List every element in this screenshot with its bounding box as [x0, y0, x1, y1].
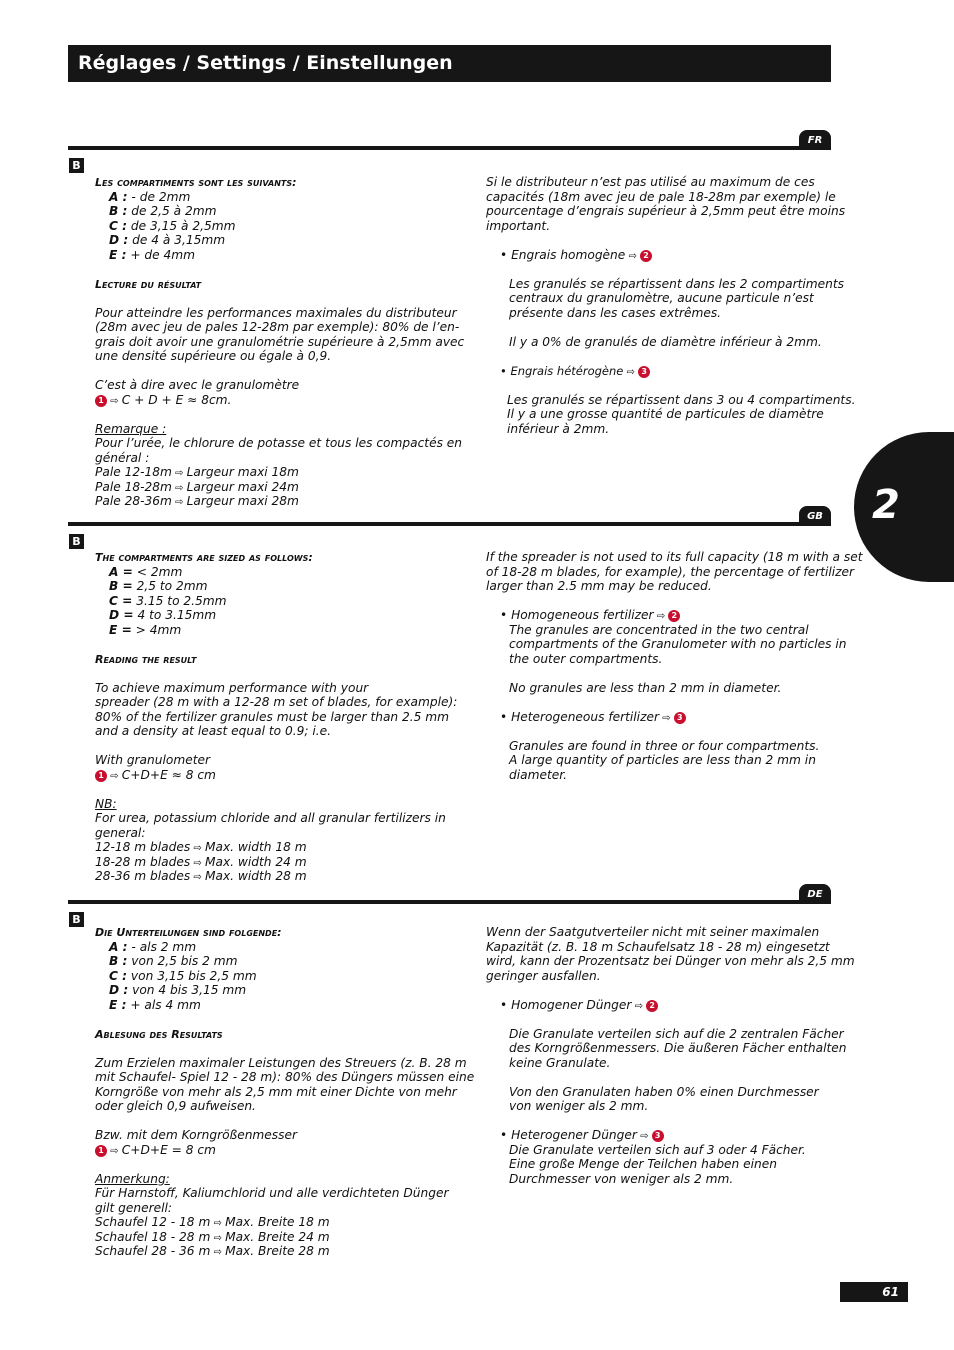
size-range: von 4 bis 3,15 mm: [128, 983, 247, 997]
paragraph-text: Von den Granulaten haben 0% einen Durchmesser: [509, 1084, 819, 1099]
text-line: [486, 1099, 855, 1114]
size-key: C =: [109, 593, 133, 608]
text-line: [95, 666, 457, 681]
size-range: - de 2mm: [127, 189, 191, 204]
text-line: [95, 768, 457, 783]
size-key: A :: [109, 939, 128, 954]
text-line: [486, 652, 863, 667]
text-line: [95, 782, 457, 797]
text-line: [486, 1143, 855, 1158]
arrow-icon: ⇨: [107, 395, 122, 407]
blade-set: 12-18 m blades: [95, 840, 191, 854]
paragraph-text: the outer compartments.: [509, 651, 663, 666]
text-line: [95, 681, 457, 696]
size-key: B =: [109, 579, 133, 593]
granulometer-sum: C+D+E = 8 cm: [121, 1142, 216, 1157]
size-key: D :: [109, 233, 129, 247]
paragraph-text: To achieve maximum performance with your: [95, 680, 369, 695]
size-key: B :: [109, 954, 128, 968]
size-range: > 4mm: [131, 622, 182, 637]
paragraph-text: Die Granulate verteilen sich auf die 2 zentralen Fächer: [509, 1026, 844, 1041]
size-key: D :: [109, 983, 129, 997]
size-range: 4 to 3.15mm: [133, 608, 217, 622]
text-line: [486, 407, 855, 422]
size-range: von 2,5 bis 2 mm: [127, 954, 238, 968]
text-line: [95, 1027, 474, 1042]
paragraph-text: geringer ausfallen.: [486, 968, 601, 983]
text-line: [486, 349, 855, 364]
text-line: [95, 594, 457, 609]
de-right-column: [486, 925, 855, 1186]
arrow-icon: ⇨: [107, 1145, 122, 1157]
paragraph-text: With granulometer: [95, 753, 210, 767]
text-line: [486, 1128, 855, 1143]
text-line: [95, 954, 474, 969]
text-line: [95, 753, 457, 768]
paragraph-text: Korngröße von mehr als 2,5 mm mit einer Dichte von mehr: [95, 1084, 457, 1099]
text-line: [486, 1012, 855, 1027]
max-width: Largeur maxi 18m: [186, 465, 299, 479]
text-line: [95, 1128, 474, 1143]
paragraph-text: général :: [95, 450, 150, 465]
text-line: [486, 637, 863, 652]
text-line: [95, 623, 457, 638]
text-line: [486, 695, 863, 710]
text-line: [486, 1157, 855, 1172]
text-line: [95, 233, 464, 248]
text-line: [95, 335, 464, 350]
paragraph-text: A large quantity of particles are less than 2 mm in: [509, 753, 816, 767]
text-line: [486, 724, 863, 739]
size-range: 3.15 to 2.5mm: [132, 593, 227, 608]
text-line: [486, 623, 863, 638]
paragraph-text: and a density at least equal to 0.9; i.e.: [95, 724, 331, 738]
text-line: [95, 1230, 474, 1245]
arrow-icon: ⇨: [631, 1000, 647, 1012]
paragraph-text: Anmerkung:: [95, 1171, 170, 1186]
text-line: [95, 422, 464, 437]
text-line: [95, 494, 464, 509]
text-line: [95, 204, 464, 219]
blade-set: Schaufel 18 - 28 m: [95, 1229, 211, 1244]
paragraph-text: oder gleich 0,9 aufweisen.: [95, 1099, 256, 1113]
paragraph-text: • Engrais hétérogène: [500, 363, 624, 378]
callout-number-icon: 3: [652, 1130, 664, 1142]
callout-number-icon: 1: [95, 770, 107, 782]
max-width: Max. width 24 m: [204, 854, 307, 869]
paragraph-text: • Homogeneous fertilizer: [500, 608, 654, 622]
paragraph-text: Granules are found in three or four compartments.: [509, 738, 820, 753]
max-width: Largeur maxi 24m: [186, 479, 299, 494]
paragraph-text: important.: [486, 218, 551, 233]
text-line: [95, 710, 457, 725]
granulometer-sum: C+D+E ≈ 8 cm: [121, 767, 216, 782]
text-line: [95, 451, 464, 466]
size-range: de 4 à 3,15mm: [128, 233, 226, 247]
subheading: Reading the result: [95, 652, 197, 666]
text-line: [95, 579, 457, 594]
paragraph-text: • Heterogeneous fertilizer: [500, 709, 659, 724]
text-line: [95, 925, 474, 940]
text-line: [486, 579, 863, 594]
text-line: [95, 1070, 474, 1085]
paragraph-text: une densité supérieure ou égale à 0,9.: [95, 349, 332, 363]
max-width: Max. Breite 18 m: [225, 1215, 330, 1229]
text-line: [486, 1172, 855, 1187]
paragraph-text: centraux du granulomètre, aucune particule n’est: [509, 291, 814, 305]
arrow-icon: ⇨: [658, 712, 674, 724]
text-line: [95, 1085, 474, 1100]
paragraph-text: Il y a 0% de granulés de diamètre inférieur à 2mm.: [509, 334, 822, 349]
arrow-icon: ⇨: [636, 1131, 652, 1142]
fr-left-column: [95, 175, 464, 509]
subheading: Ablesung des Resultats: [95, 1027, 223, 1041]
paragraph-text: of 18-28 m blades, for example), the percentage of fertilizer: [486, 564, 855, 579]
text-line: [95, 1186, 474, 1201]
size-range: von 3,15 bis 2,5 mm: [127, 968, 257, 983]
text-line: [95, 855, 457, 870]
paragraph-text: general:: [95, 825, 146, 840]
blade-set: Pale 18-28m: [95, 479, 172, 494]
paragraph-text: Bzw. mit dem Korngrößenmesser: [95, 1128, 298, 1142]
section-rule-de: [68, 900, 831, 904]
text-line: [95, 1099, 474, 1114]
size-range: + de 4mm: [126, 247, 196, 262]
page-header: [68, 45, 831, 82]
text-line: [95, 797, 457, 812]
paragraph-text: Il y a une grosse quantité de particules de diamètre: [507, 407, 824, 421]
text-line: [486, 594, 863, 609]
text-line: [95, 1172, 474, 1187]
text-line: [486, 378, 855, 393]
blade-set: Pale 28-36m: [95, 494, 172, 508]
text-line: [486, 681, 863, 696]
granulometer-sum: C + D + E ≈ 8cm.: [121, 392, 232, 407]
paragraph-text: Pour l’urée, le chlorure de potasse et tous les compactés en: [95, 436, 463, 450]
paragraph-text: compartments of the Granulometer with no particles in: [509, 637, 847, 651]
arrow-icon: ⇨: [210, 1218, 226, 1229]
text-line: [486, 666, 863, 681]
text-line: [95, 190, 464, 205]
text-line: [95, 1215, 474, 1230]
paragraph-text: • Heterogener Dünger: [500, 1128, 637, 1142]
text-line: [95, 940, 474, 955]
text-line: [486, 277, 855, 292]
text-line: [95, 826, 457, 841]
arrow-icon: ⇨: [190, 872, 205, 883]
paragraph-text: The granules are concentrated in the two central: [509, 622, 809, 637]
text-line: [95, 393, 464, 408]
text-line: [486, 768, 863, 783]
subheading: Les compartiments sont les suivants:: [95, 176, 297, 189]
size-key: B :: [109, 204, 128, 218]
text-line: [95, 262, 464, 277]
text-line: [486, 739, 863, 754]
paragraph-text: If the spreader is not used to its full capacity (18 m with a set: [486, 550, 863, 564]
paragraph-text: • Engrais homogène: [500, 247, 626, 262]
size-range: de 2,5 à 2mm: [127, 204, 217, 218]
text-line: [486, 320, 855, 335]
text-line: [486, 925, 855, 940]
text-line: [486, 219, 855, 234]
paragraph-text: diameter.: [509, 767, 568, 782]
text-line: [486, 306, 855, 321]
paragraph-text: Durchmesser von weniger als 2 mm.: [509, 1171, 734, 1186]
text-line: [486, 753, 863, 768]
paragraph-text: larger than 2.5 mm may be reduced.: [486, 579, 712, 593]
arrow-icon: ⇨: [210, 1247, 226, 1258]
text-line: [486, 175, 855, 190]
text-line: [486, 983, 855, 998]
arrow-icon: ⇨: [623, 366, 639, 378]
size-range: - als 2 mm: [127, 939, 197, 954]
paragraph-text: • Homogener Dünger: [500, 997, 632, 1012]
paragraph-text: Kapazität (z. B. 18 m Schaufelsatz 18 - 28 m) eingesetzt: [486, 939, 830, 954]
text-line: [95, 1244, 474, 1259]
text-line: [95, 869, 457, 884]
section-rule-gb: [68, 522, 831, 526]
size-key: A :: [109, 189, 128, 204]
text-line: [95, 840, 457, 855]
text-line: [95, 652, 457, 667]
text-line: [95, 1012, 474, 1027]
text-line: [95, 811, 457, 826]
size-key: D =: [109, 608, 134, 622]
text-line: [95, 277, 464, 292]
section-rule-fr: [68, 146, 831, 150]
text-line: [95, 407, 464, 422]
text-line: [95, 565, 457, 580]
blade-set: 28-36 m blades: [95, 869, 191, 883]
text-line: [95, 1056, 474, 1071]
paragraph-text: 80% of the fertilizer granules must be larger than 2.5 mm: [95, 709, 450, 724]
callout-number-icon: 3: [674, 712, 686, 724]
paragraph-text: présente dans les cases extrêmes.: [509, 305, 722, 320]
arrow-icon: ⇨: [171, 468, 187, 479]
paragraph-text: wird, kann der Prozentsatz bei Dünger von mehr als 2,5 mm: [486, 954, 855, 968]
max-width: Max. Breite 28 m: [225, 1244, 330, 1258]
paragraph-text: NB:: [95, 796, 117, 811]
paragraph-text: inférieur à 2mm.: [507, 421, 610, 436]
paragraph-text: For urea, potassium chloride and all granular fertilizers in: [95, 811, 446, 825]
paragraph-text: mit Schaufel- Spiel 12 - 28 m): 80% des Düngers müssen eine: [95, 1070, 475, 1084]
text-line: [486, 335, 855, 350]
callout-number-icon: 2: [668, 610, 680, 622]
paragraph-text: Zum Erzielen maximaler Leistungen des Streuers (z. B. 28 m: [95, 1055, 467, 1070]
max-width: Max. width 18 m: [204, 840, 307, 854]
text-line: [95, 969, 474, 984]
text-line: [95, 1114, 474, 1129]
gb-right-column: [486, 550, 863, 782]
arrow-icon: ⇨: [653, 611, 669, 622]
max-width: Max. width 28 m: [204, 869, 307, 883]
gb-left-column: [95, 550, 457, 884]
text-line: [95, 364, 464, 379]
blade-set: Pale 12-18m: [95, 465, 172, 479]
size-range: < 2mm: [132, 564, 183, 579]
lang-tab-de: DE: [799, 884, 831, 904]
arrow-icon: ⇨: [190, 843, 205, 854]
de-left-column: [95, 925, 474, 1259]
text-line: [486, 565, 863, 580]
text-line: [486, 364, 855, 379]
text-line: [486, 204, 855, 219]
text-line: [95, 1041, 474, 1056]
text-line: [486, 550, 863, 565]
text-line: [95, 306, 464, 321]
paragraph-text: Les granulés se répartissent dans 3 ou 4 compartiments.: [507, 392, 856, 407]
text-line: [95, 983, 474, 998]
paragraph-text: keine Granulate.: [509, 1055, 611, 1070]
text-line: [486, 608, 863, 623]
paragraph-text: Eine große Menge der Teilchen haben einen: [509, 1157, 777, 1171]
paragraph-text: von weniger als 2 mm.: [509, 1099, 649, 1113]
section-marker-gb: B: [69, 534, 84, 549]
text-line: [95, 480, 464, 495]
size-range: 2,5 to 2mm: [132, 579, 208, 593]
paragraph-text: C’est à dire avec le granulomètre: [95, 378, 300, 392]
arrow-icon: ⇨: [171, 497, 187, 508]
max-width: Largeur maxi 28m: [186, 494, 299, 508]
page-number-box: [840, 1282, 908, 1302]
subheading: Die Unterteilungen sind folgende:: [95, 926, 282, 939]
fr-right-column: [486, 175, 855, 436]
text-line: [486, 940, 855, 955]
text-line: [486, 1056, 855, 1071]
page-title: Réglages / Settings / Einstellungen: [78, 52, 453, 74]
text-line: [486, 291, 855, 306]
size-range: de 3,15 à 2,5mm: [127, 218, 236, 233]
text-line: [486, 969, 855, 984]
paragraph-text: No granules are less than 2 mm in diameter.: [509, 680, 782, 695]
paragraph-text: (28m avec jeu de pales 12-28m par exemple): 80% de l’en-: [95, 320, 460, 334]
paragraph-text: Wenn der Saatgutverteiler nicht mit seiner maximalen: [486, 925, 820, 939]
chapter-number: 2: [872, 482, 900, 528]
text-line: [486, 1114, 855, 1129]
paragraph-text: Die Granulate verteilen sich auf 3 oder 4 Fächer.: [509, 1142, 806, 1157]
paragraph-text: Pour atteindre les performances maximales du distributeur: [95, 305, 457, 320]
callout-number-icon: 3: [638, 366, 650, 378]
text-line: [486, 1085, 855, 1100]
paragraph-text: spreader (28 m with a 12-28 m set of blades, for example):: [95, 695, 458, 709]
text-line: [486, 1070, 855, 1085]
text-line: [486, 954, 855, 969]
text-line: [95, 436, 464, 451]
paragraph-text: capacités (18m avec jeu de pale 18-28m par exemple) le: [486, 189, 836, 204]
callout-number-icon: 2: [640, 250, 652, 262]
text-line: [95, 1143, 474, 1158]
size-key: C :: [109, 218, 128, 233]
section-marker-fr: B: [69, 158, 84, 173]
text-line: [486, 710, 863, 725]
paragraph-text: pourcentage d’engrais supérieur à 2,5mm peut être moins: [486, 204, 846, 218]
text-line: [95, 695, 457, 710]
text-line: [486, 248, 855, 263]
size-key: E :: [109, 997, 127, 1012]
max-width: Max. Breite 24 m: [225, 1229, 330, 1244]
text-line: [95, 291, 464, 306]
text-line: [95, 739, 457, 754]
size-key: E =: [109, 622, 132, 637]
paragraph-text: Für Harnstoff, Kaliumchlorid und alle verdichteten Dünger: [95, 1186, 449, 1200]
blade-set: 18-28 m blades: [95, 854, 191, 869]
text-line: [95, 465, 464, 480]
paragraph-text: Les granulés se répartissent dans les 2 compartiments: [509, 276, 844, 291]
text-line: [95, 1201, 474, 1216]
text-line: [486, 1027, 855, 1042]
section-marker-de: B: [69, 912, 84, 927]
text-line: [95, 219, 464, 234]
text-line: [95, 349, 464, 364]
paragraph-text: Remarque :: [95, 421, 167, 436]
paragraph-text: des Korngrößenmessers. Die äußeren Fächer enthalten: [509, 1041, 847, 1055]
subheading: Lecture du résultat: [95, 277, 202, 291]
text-line: [486, 1041, 855, 1056]
lang-tab-gb: GB: [799, 506, 831, 526]
size-key: E :: [109, 247, 127, 262]
callout-number-icon: 1: [95, 395, 107, 407]
arrow-icon: ⇨: [107, 770, 122, 782]
size-range: + als 4 mm: [126, 997, 201, 1012]
text-line: [486, 422, 855, 437]
arrow-icon: ⇨: [625, 250, 641, 262]
lang-tab-fr: FR: [799, 130, 831, 150]
subheading: The compartments are sized as follows:: [95, 551, 313, 564]
chapter-tab: [854, 432, 954, 582]
text-line: [95, 320, 464, 335]
text-line: [486, 998, 855, 1013]
callout-number-icon: 1: [95, 1145, 107, 1157]
paragraph-text: Si le distributeur n’est pas utilisé au maximum de ces: [486, 175, 815, 189]
text-line: [95, 637, 457, 652]
blade-set: Schaufel 12 - 18 m: [95, 1215, 211, 1229]
text-line: [95, 724, 457, 739]
blade-set: Schaufel 28 - 36 m: [95, 1244, 211, 1258]
text-line: [486, 262, 855, 277]
text-line: [95, 1157, 474, 1172]
text-line: [95, 175, 464, 190]
text-line: [486, 393, 855, 408]
page-number: 61: [882, 1285, 899, 1299]
arrow-icon: ⇨: [190, 857, 205, 869]
paragraph-text: grais doit avoir une granulométrie supérieure à 2,5mm avec: [95, 334, 465, 349]
arrow-icon: ⇨: [210, 1232, 226, 1244]
size-key: A =: [109, 564, 133, 579]
paragraph-text: gilt generell:: [95, 1200, 173, 1215]
text-line: [486, 190, 855, 205]
text-line: [95, 550, 457, 565]
text-line: [486, 233, 855, 248]
text-line: [95, 998, 474, 1013]
size-key: C :: [109, 968, 128, 983]
text-line: [95, 608, 457, 623]
text-line: [95, 378, 464, 393]
callout-number-icon: 2: [646, 1000, 658, 1012]
text-line: [95, 248, 464, 263]
arrow-icon: ⇨: [171, 482, 187, 494]
